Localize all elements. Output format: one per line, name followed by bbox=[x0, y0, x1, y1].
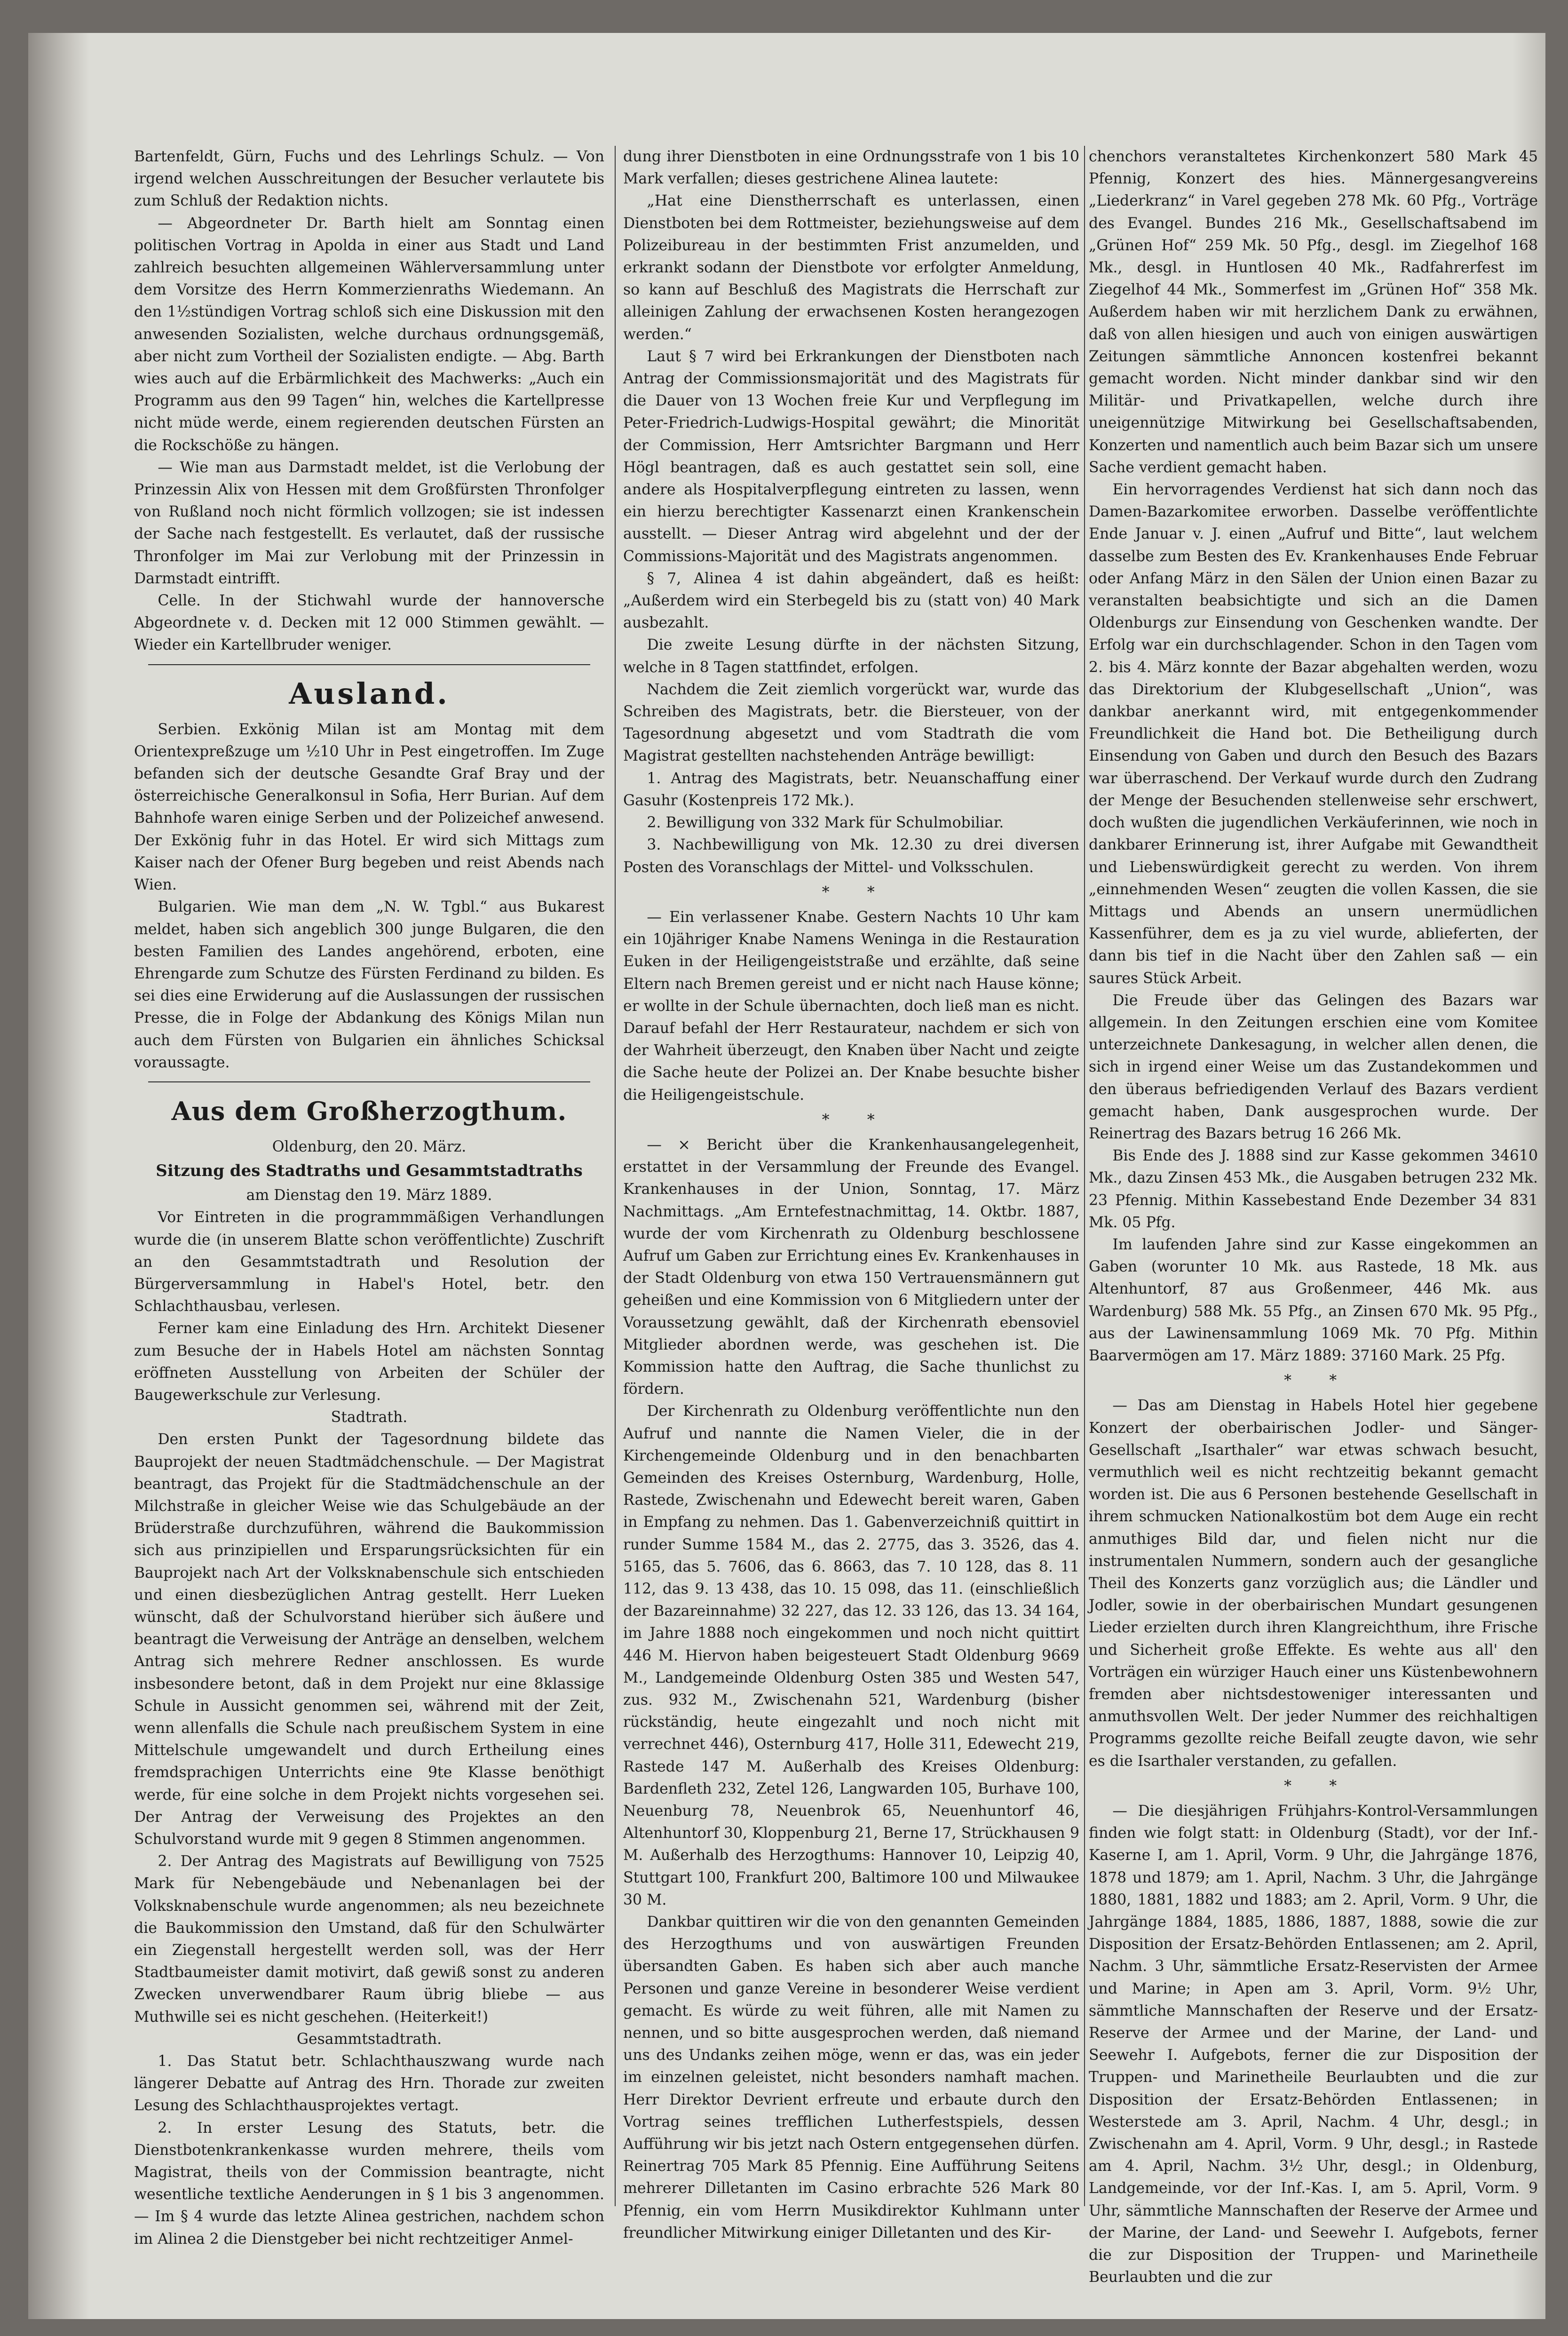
separator-stars: * * bbox=[1284, 1777, 1343, 1795]
paragraph-bericht: — × Bericht über die Krankenhausangelegenheit, erstattet in der Versammlung der Freunde des Evangel. Krankenhauses in der Union, Sonntag, 17. März Nachmittags. „Am Erntefestnachmittag, 14. Oktbr. 1887, wurde der vom Kirchenrath zu Oldenburg beschlossene Aufruf um Gaben zur Errichtung eines Ev. Krankenhauses in der Stadt Oldenburg von etwa 150 Vertrauensmännern gut geheißen und eine Kommission von 6 Mitgliedern unter der Voraussetzung gewählt, daß der Kirchenrath ebensoviel Mitglieder abordnen werde, was geschehen ist. Die Kommission hatte den Auftrag, die Sache thunlichst zu fördern. bbox=[623, 1136, 1079, 1398]
paragraph: Die zweite Lesung dürfte in der nächsten Sitzung, welche in 8 Tagen stattfindet, erfolgen. bbox=[623, 636, 1079, 676]
paragraph: 2. Bewilligung von 332 Mark für Schulmobiliar. bbox=[647, 814, 1004, 832]
book-spine-shadow bbox=[28, 33, 89, 2319]
section-divider bbox=[148, 1081, 590, 1082]
dateline: Oldenburg, den 20. März. bbox=[272, 1138, 467, 1155]
newspaper-page bbox=[28, 33, 1545, 2319]
column-middle bbox=[623, 146, 1079, 2244]
paragraph: Die Freude über das Gelingen des Bazars war allgemein. In den Zeitungen erschien eine vom Komitee unterzeichnete Dankesagung, in welcher allen denen, die sich in irgend einer Weise um das Zustandekommen und den überaus befriedigenden Verlauf des Bazars verdient gemacht haben, Dank ausgesprochen wurde. Der Reinertrag des Bazars betrug 16 266 Mk. bbox=[1089, 992, 1538, 1142]
sitzung-date: am Dienstag den 19. März 1889. bbox=[246, 1187, 492, 1204]
paragraph: Den ersten Punkt der Tagesordnung bildete das Bauprojekt der neuen Stadtmädchenschule. — Der Magistrat beantragt, das Projekt für die Stadtmädchenschule an der Milchstraße in gleicher Weise wie das Schulgebäude an der Brüderstraße durchzuführen, während die Baukommission sich aus prinzipiellen und Ersparungsrücksichten für ein Bauprojekt nach Art der Volksknabenschule sich entschieden und einen diesbezüglichen Antrag gestellt. Herr Lueken wünscht, daß der Schulvorstand hierüber sich äußere und beantragt die Verweisung der Anträge an denselben, welchem Antrag sich mehrere Redner anschlossen. Es wurde insbesondere betont, daß in dem Projekt nur eine 8klassige Schule in Aussicht genommen sei, während mit der Zeit, wenn allenfalls die Schule nach preußischem System in eine Mittelschule umgewandelt und durch Ertheilung eines fremdsprachigen Unterrichts eine 9te Klasse benöthigt werde, für eine solche in dem Projekt nichts vorgesehen sei. Der Antrag der Verweisung des Projektes an den Schulvorstand wurde mit 9 gegen 8 Stimmen angenommen. bbox=[134, 1431, 604, 1848]
subhead-stadtrath: Stadtrath. bbox=[331, 1409, 408, 1426]
paragraph: Ein hervorragendes Verdienst hat sich dann noch das Damen-Bazarkomitee erworben. Dasselbe veröffentlichte Ende Januar v. J. einen „Aufruf und Bitte“, laut welchem dasselbe zum Besten des Ev. Krankenhauses Ende Februar oder Anfang März in den Sälen der Union einen Bazar zu veranstalten beabsichtigte und sich an die Damen Oldenburgs zur Einsendung von Geschenken wandte. Der Erfolg war ein durchschlagender. Schon in den Tagen vom 2. bis 4. März konnte der Bazar abgehalten werden, wozu das Direktorium der Klubgesellschaft „Union“, was dankbar anerkannt wird, mit entgegenkommender Freundlichkeit die Hand bot. Die Betheiligung durch Einsendung von Gaben und durch den Besuch des Bazars war überraschend. Der Verkauf wurde durch den Zudrang der Menge der Besuchenden stellenweise sehr erschwert, doch wußten die jugendlichen Verkäuferinnen, wie noch in dankbarer Erinnerung ist, ihrer Aufgabe mit Gewandtheit und Liebenswürdigkeit gerecht zu werden. Von ihrem „einnehmenden Wesen“ zeugten die vollen Kassen, die sie Mittags und Abends an unsern unermüdlichen Kassenführer, dem es ja zu viel wurde, ablieferten, der dann bis tief in die Nacht über den Zahlen saß — ein saures Stück Arbeit. bbox=[1089, 481, 1538, 987]
paragraph: — Wie man aus Darmstadt meldet, ist die Verlobung der Prinzessin Alix von Hessen mit dem Großfürsten Thronfolger von Rußland noch nicht förmlich vollzogen; sie ist indessen der Sache nach festgestellt. Es verlautet, daß der russische Thronfolger im Mai zur Verlobung mit der Prinzessin in Darmstadt eintrifft. bbox=[134, 459, 604, 587]
paragraph: „Hat eine Dienstherrschaft es unterlassen, einen Dienstboten bei dem Rottmeister, beziehungsweise auf dem Polizeibureau in der bestimmten Frist anzumelden, und erkrankt sodann der Dienstbote vor erfolgter Anmeldung, so kann auf Beschluß des Magistrats die Herrschaft zur alleinigen Zahlung der erwachsenen Kosten herangezogen werden.“ bbox=[623, 192, 1079, 343]
paragraph: dung ihrer Dienstboten in eine Ordnungsstrafe von 1 bis 10 Mark verfallen; dieses gestrichene Alinea lautete: bbox=[623, 148, 1079, 188]
paragraph: Dankbar quittiren wir die von den genannten Gemeinden des Herzogthums und von auswärtigen Freunden übersandten Gaben. Es haben sich aber auch manche Personen und ganze Vereine in besonderer Weise verdient gemacht. Es würde zu weit führen, alle mit Namen zu nennen, und so bitte ausgesprochen werden, daß niemand uns des Undanks zeihen möge, wenn er das, was ein jeder im einzelnen geleistet, nicht besonders namhaft machen. Herr Direktor Devrient erfreute und erbaute durch den Vortrag seines trefflichen Lutherfestspiels, dessen Aufführung wir bis jetzt nach Ostern entgegensehen dürfen. Reinertrag 705 Mark 85 Pfennig. Eine Aufführung Seitens mehrerer Dilletanten im Casino erbrachte 526 Mark 80 Pfennig, ein vom Herrn Musikdirektor Kuhlmann unter freundlicher Mitwirkung einiger Dilletanten und des Kir- bbox=[623, 1914, 1079, 2241]
paragraph: 2. In erster Lesung des Statuts, betr. die Dienstbotenkrankenkasse wurden mehrere, theils vom Magistrat, theils von der Commission beantragte, nicht wesentliche textliche Aenderungen in § 1 bis 3 angenommen. — Im § 4 wurde das letzte Alinea gestrichen, nachdem schon im Alinea 2 die Dienstgeber bei nicht rechtzeitiger Anmel- bbox=[134, 2119, 604, 2248]
paragraph-konzert: — Das am Dienstag in Habels Hotel hier gegebene Konzert der oberbairischen Jodler- und Sänger-Gesellschaft „Isarthaler“ war etwas schwach besucht, vermuthlich weil es nicht rechtzeitig bekannt gemacht worden ist. Die aus 6 Personen bestehende Gesellschaft in ihrem schmucken Nationalkostüm bot dem Auge ein recht anmuthiges Bild dar, und fielen nicht nur die instrumentalen Nummern, sondern auch der gesangliche Theil des Konzerts ganz vorzüglich aus; die Ländler und Jodler, sowie in der oberbairischen Mundart gesungenen Lieder erzielten durch ihren Klangreichthum, ihre Frische und Sicherheit große Effekte. Es wehte aus all' den Vorträgen ein würziger Hauch einer uns Küstenbewohnern fremden aber nichtsdestoweniger interessanten und anmuthsvollen Welt. Der jeder Nummer des reichhaltigen Programms gezollte reiche Beifall zeugte davon, wie sehr es die Isarthaler verstanden, zu gefallen. bbox=[1089, 1397, 1538, 1770]
column-right bbox=[1089, 146, 1538, 2289]
separator-stars: * * bbox=[822, 883, 881, 901]
paragraph: Ferner kam eine Einladung des Hrn. Architekt Diesener zum Besuche der in Habels Hotel am nächsten Sonntag eröffneten Ausstellung von Arbeiten der Schüler der Baugewerkschule zur Verlesung. bbox=[134, 1320, 604, 1404]
paragraph-kontrol: — Die diesjährigen Frühjahrs-Kontrol-Versammlungen finden wie folgt statt: in Oldenburg (Stadt), vor der Inf.-Kaserne I, am 1. April, Vorm. 9 Uhr, die Jahrgänge 1876, 1878 und 1879; am 1. April, Nachm. 3 Uhr, die Jahrgänge 1880, 1881, 1882 und 1883; am 2. April, Vorm. 9 Uhr, die Jahrgänge 1884, 1885, 1886, 1887, 1888, sowie die zur Disposition der Ersatz-Behörden Entlassenen; am 2. April, Nachm. 3 Uhr, sämmtliche Ersatz-Reservisten der Armee und Marine; in Apen am 3. April, Vorm. 9½ Uhr, sämmtliche Mannschaften der Reserve und der Ersatz-Reserve der Armee und der Marine, der Land- und Seewehr I. Aufgebots, ferner die zur Disposition der Truppen- und Marinetheile Beurlaubten und die zur Disposition der Ersatz-Behörden Entlassenen; in Westerstede am 3. April, Nachm. 4 Uhr, desgl.; in Zwischenahn am 4. April, Vorm. 9 Uhr, desgl.; in Rastede am 4. April, Nachm. 3½ Uhr, desgl.; in Oldenburg, Landgemeinde, vor der Inf.-Kas. I, am 5. April, Vorm. 9 Uhr, sämmtliche Mannschaften der Reserve der Armee und der Marine, der Land- und Seewehr I. Aufgebots, ferner die zur Disposition der Truppen- und Marinetheile Beurlaubten und die zur bbox=[1089, 1803, 1538, 2286]
paragraph: Serbien. Exkönig Milan ist am Montag mit dem Orientexpreßzuge um ½10 Uhr in Pest eingetroffen. Im Zuge befanden sich der deutsche Gesandte Graf Bray und der österreichische Generalkonsul in Sofia, Herr Burian. Auf dem Bahnhofe waren einige Serben und der Polizeichef anwesend. Der Exkönig fuhr in das Hotel. Er wird sich Mittags zum Kaiser nach der Ofener Burg begeben und reist Abends nach Wien. bbox=[134, 721, 604, 894]
paragraph: Der Kirchenrath zu Oldenburg veröffentlichte nun den Aufruf und nannte die Namen Vieler, die in der Kirchengemeinde Oldenburg und in den benachbarten Gemeinden des Kreises Osternburg, Wardenburg, Holle, Rastede, Zwischenahn und Edewecht bereit waren, Gaben in Empfang zu nehmen. Das 1. Gabenverzeichniß quittirt in runder Summe 1584 M., das 2. 2775, das 3. 3526, das 4. 5165, das 5. 7606, das 6. 8663, das 7. 10 128, das 8. 11 112, das 9. 13 438, das 10. 15 098, das 11. (einschließlich der Bazareinnahme) 32 227, das 12. 33 126, das 13. 34 164, im Jahre 1888 noch eingekommen und noch nicht quittirt 446 M. Hiervon haben beigesteuert Stadt Oldenburg 9669 M., Landgemeinde Oldenburg Osten 385 und Westen 547, zus. 932 M., Zwischenahn 521, Wardenburg (bisher rückständig, heute eingezahlt und noch nicht mit verrechnet 446), Osternburg 417, Holle 311, Edewecht 219, Rastede 147 M. Außerhalb des Kreises Oldenburg: Bardenfleth 232, Zetel 126, Langwarden 105, Burhave 100, Neuenburg 78, Neuenbrok 65, Neuenhuntorf 46, Altenhuntorf 30, Kloppenburg 21, Berne 17, Strückhausen 9 M. Außerhalb des Herzogthums: Hannover 10, Leipzig 40, Stuttgart 100, Frankfurt 200, Baltimore 100 und Milwaukee 30 M. bbox=[623, 1403, 1079, 1908]
section-title-grossherzogthum: Aus dem Großherzogthum. bbox=[171, 1096, 567, 1126]
section-title-ausland: Ausland. bbox=[289, 676, 450, 711]
paragraph: § 7, Alinea 4 ist dahin abgeändert, daß es heißt: „Außerdem wird ein Sterbegeld bis zu (statt von) 40 Mark ausbezahlt. bbox=[623, 570, 1079, 632]
paragraph-knabe: — Ein verlassener Knabe. Gestern Nachts 10 Uhr kam ein 10jähriger Knabe Namens Weninga in die Restauration Euken in der Heiligengeiststraße und erzählte, daß seine Eltern nach Bremen gereist und er nicht nach Hause könne; er wollte in der Schule übernachten, doch ließ man es nicht. Darauf befahl der Herr Restaurateur, nachdem er sich von der Wahrheit überzeugt, den Knaben über Nacht und zeigte die Sache heute der Polizei an. Der Knabe besuchte bisher die Heiligengeistschule. bbox=[623, 908, 1079, 1104]
column-rule bbox=[1084, 146, 1085, 2206]
column-left bbox=[134, 146, 604, 2250]
paragraph: Celle. In der Stichwahl wurde der hannoversche Abgeordnete v. d. Decken mit 12 000 Stimmen gewählt. — Wieder ein Kartellbruder weniger. bbox=[134, 592, 604, 654]
paragraph: 1. Antrag des Magistrats, betr. Neuanschaffung einer Gasuhr (Kostenpreis 172 Mk.). bbox=[623, 770, 1079, 809]
paragraph: Bis Ende des J. 1888 sind zur Kasse gekommen 34610 Mk., dazu Zinsen 453 Mk., die Ausgaben betrugen 232 Mk. 23 Pfennig. Mithin Kassebestand Ende Dezember 34 831 Mk. 05 Pfg. bbox=[1089, 1147, 1538, 1231]
paragraph: 1. Das Statut betr. Schlachthauszwang wurde nach längerer Debatte auf Antrag des Hrn. Thorade zur zweiten Lesung des Schlachthausprojektes vertagt. bbox=[134, 2053, 604, 2114]
paragraph: Bartenfeldt, Gürn, Fuchs und des Lehrlings Schulz. — Von irgend welchen Ausschreitungen der Besucher verlautete bis zum Schluß der Redaktion nichts. bbox=[134, 148, 604, 210]
column-rule bbox=[615, 146, 616, 2206]
separator-stars: * * bbox=[1284, 1372, 1343, 1390]
paragraph: Laut § 7 wird bei Erkrankungen der Dienstboten nach Antrag der Commissionsmajorität und des Magistrats für die Dauer von 13 Wochen freie Kur und Verpflegung im Peter-Friedrich-Ludwigs-Hospital gewährt; die Minorität der Commission, Herr Amtsrichter Bargmann und Herr Högl beantragen, daß es auch gestattet sein soll, eine andere als Hospitalverpflegung eintreten zu lassen, wenn ein hierzu berechtigter Kassenarzt einen Krankenschein ausstellt. — Dieser Antrag wird abgelehnt und der der Commissions-Majorität und des Magistrats angenommen. bbox=[623, 348, 1079, 565]
sitzung-title: Sitzung des Stadtraths und Gesammtstadtraths bbox=[156, 1161, 583, 1181]
section-divider bbox=[148, 664, 590, 665]
paragraph: 2. Der Antrag des Magistrats auf Bewilligung von 7525 Mark für Nebengebäude und Nebenanlagen bei der Volksknabenschule wurde angenommen; als neu bezeichnete die Baukommission den Umstand, daß für den Schulwärter ein Ziegenstall hergestellt werden soll, was der Herr Stadtbaumeister damit motivirt, daß gewiß sonst zu anderen Zwecken unverwendbarer Raum übrig bliebe — aus Muthwille sei es nicht geschehen. (Heiterkeit!) bbox=[134, 1853, 604, 2026]
paragraph: Nachdem die Zeit ziemlich vorgerückt war, wurde das Schreiben des Magistrats, betr. die Biersteuer, von der Tagesordnung abgesetzt und vom Stadtrath die vom Magistrat gestellten nachstehenden Anträge bewilligt: bbox=[623, 681, 1079, 765]
paragraph: — Abgeordneter Dr. Barth hielt am Sonntag einen politischen Vortrag in Apolda in einer aus Stadt und Land zahlreich besuchten allgemeinen Wählerversammlung unter dem Vorsitze des Herrn Kommerzienraths Wiedemann. An den 1½stündigen Vortrag schloß sich eine Diskussion mit den anwesenden Sozialisten, welche durchaus ordnungsgemäß, aber nicht zum Vortheil der Sozialisten endigte. — Abg. Barth wies auch auf die Erbärmlichkeit des Machwerks: „Auch ein Programm aus den 99 Tagen“ hin, welches die Kartellpresse nicht müde werde, einem regierenden deutschen Fürsten an die Rockschöße zu hängen. bbox=[134, 215, 604, 454]
paragraph: 3. Nachbewilligung von Mk. 12.30 zu drei diversen Posten des Voranschlags der Mittel- und Volksschulen. bbox=[623, 836, 1079, 876]
paragraph: Vor Eintreten in die programmmäßigen Verhandlungen wurde die (in unserem Blatte schon veröffentlichte) Zuschrift an den Gesammtstadtrath und Resolution der Bürgerversammlung in Habel's Hotel, betr. den Schlachthausbau, verlesen. bbox=[134, 1209, 604, 1315]
paragraph: Im laufenden Jahre sind zur Kasse eingekommen an Gaben (worunter 10 Mk. aus Rastede, 18 Mk. aus Altenhuntorf, 87 aus Großenmeer, 446 Mk. aus Wardenburg) 588 Mk. 55 Pfg., an Zinsen 670 Mk. 95 Pfg., aus der Lawinensammlung 1069 Mk. 70 Pfg. Mithin Baarvermögen am 17. März 1889: 37160 Mark. 25 Pfg. bbox=[1089, 1236, 1538, 1364]
paragraph: Bulgarien. Wie man dem „N. W. Tgbl.“ aus Bukarest meldet, haben sich angeblich 300 junge Bulgaren, die den besten Familien des Landes angehörend, erboten, eine Ehrengarde zum Schutze des Fürsten Ferdinand zu bilden. Es sei dies eine Erwiderung auf die Auslassungen der russischen Presse, die in Folge der Abdankung des Königs Milan nun auch dem Fürsten von Bulgarien ein ähnliches Schicksal voraussagte. bbox=[134, 898, 604, 1071]
paragraph: chenchors veranstaltetes Kirchenkonzert 580 Mark 45 Pfennig, Konzert des hies. Männergesangvereins „Liederkranz“ in Varel gegeben 278 Mk. 60 Pfg., Vorträge des Evangel. Bundes 216 Mk., Gesellschaftsabend im „Grünen Hof“ 259 Mk. 50 Pfg., desgl. im Ziegelhof 168 Mk., desgl. in Huntlosen 40 Mk., Radfahrerfest im Ziegelhof 44 Mk., Sommerfest im „Grünen Hof“ 358 Mk. Außerdem haben wir mit herzlichem Dank zu erwähnen, daß von allen hiesigen und auch von einigen auswärtigen Zeitungen sämmtliche Annoncen kostenfrei bekannt gemacht worden. Nicht minder dankbar sind wir den Militär- und Privatkapellen, welche durch ihre uneigennützige Mitwirkung bei Gesellschaftsabenden, Konzerten und namentlich auch beim Bazar sich um unsere Sache verdient gemacht haben. bbox=[1089, 148, 1538, 476]
separator-stars: * * bbox=[822, 1111, 881, 1128]
subhead-gesammtstadtrath: Gesammtstadtrath. bbox=[296, 2030, 442, 2048]
